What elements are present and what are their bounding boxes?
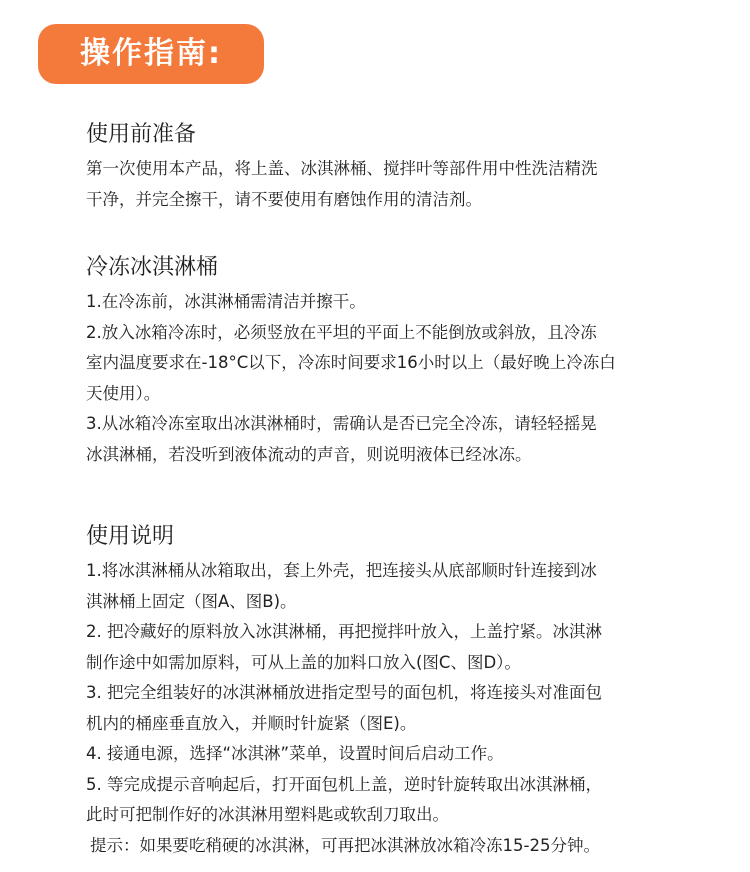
usage-line-4: 制作途中如需加原料，可从上盖的加料口放入(图C、图D）。 [86, 652, 521, 672]
usage-line-9: 此时可把制作好的冰淇淋用塑料匙或软刮刀取出。 [86, 805, 449, 824]
section-prep [86, 120, 696, 215]
freeze-line-4: 天使用）。 [86, 383, 161, 403]
section-heading-usage: 使用说明 [86, 524, 175, 549]
freeze-line-1: 1.在冷冻前，冰淇淋桶需清洁并擦干。 [86, 292, 366, 311]
usage-line-8: 5. 等完成提示音响起后，打开面包机上盖，逆时针旋转取出冰淇淋桶， [86, 774, 602, 794]
freeze-line-6: 冰淇淋桶，若没听到液体流动的声音，则说明液体已经冰冻。 [86, 444, 532, 464]
prep-line-1: 第一次使用本产品，将上盖、冰淇淋桶、搅拌叶等部件用中性洗洁精洗 [86, 159, 598, 178]
usage-line-5: 3. 把完全组装好的冰淇淋桶放进指定型号的面包机，将连接头对准面包 [86, 683, 602, 702]
usage-line-7: 4. 接通电源，选择“冰淇淋”菜单，设置时间后启动工作。 [86, 744, 504, 763]
section-freeze [86, 253, 696, 470]
page-title-badge: 操作指南: [38, 24, 264, 84]
section-usage [86, 522, 696, 861]
freeze-line-2: 2.放入冰箱冷冻时，必须竖放在平坦的平面上不能倒放或斜放，且冷冻 [86, 322, 597, 342]
prep-line-2: 干净，并完全擦干，请不要使用有磨蚀作用的清洁剂。 [86, 189, 482, 209]
usage-line-6: 机内的桶座垂直放入，并顺时针旋紧（图E)。 [86, 713, 417, 733]
freeze-line-3: 室内温度要求在-18°C以下，冷冻时间要求16小时以上（最好晚上冷冻白 [86, 353, 616, 372]
usage-line-2: 淇淋桶上固定（图A、图B)。 [86, 591, 297, 611]
usage-line-1: 1.将冰淇淋桶从冰箱取出，套上外壳，把连接头从底部顺时针连接到冰 [86, 561, 597, 580]
section-heading-freeze: 冷冻冰淇淋桶 [86, 255, 219, 280]
section-heading-prep: 使用前准备 [86, 122, 197, 147]
usage-line-3: 2. 把冷藏好的原料放入冰淇淋桶，再把搅拌叶放入，上盖拧紧。冰淇淋 [86, 622, 602, 641]
freeze-line-5: 3.从冰箱冷冻室取出冰淇淋桶时，需确认是否已完全冷冻，请轻轻摇晃 [86, 414, 597, 433]
usage-tip: 提示：如果要吃稍硬的冰淇淋，可再把冰淇淋放冰箱冷冻15-25分钟。 [90, 835, 600, 855]
